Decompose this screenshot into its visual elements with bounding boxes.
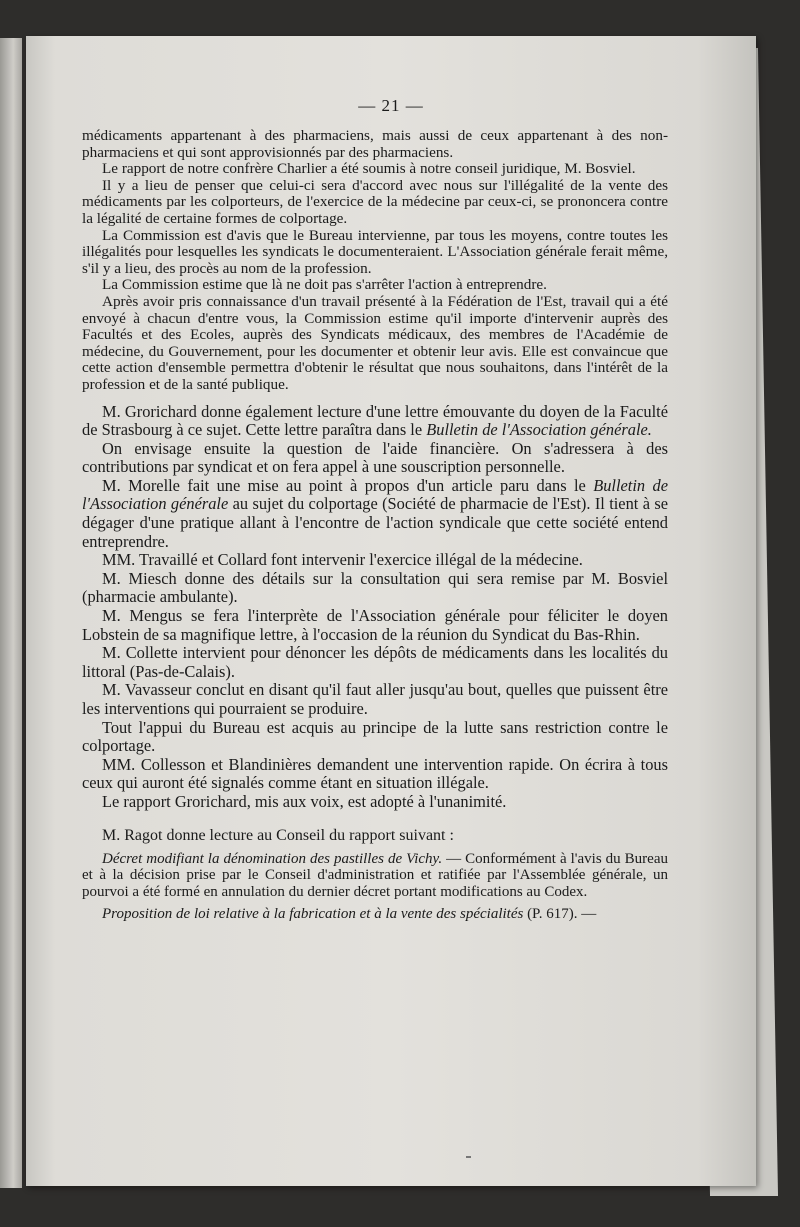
italic-heading: Proposition de loi relative à la fabrication et à la vente des spécialités <box>102 906 524 923</box>
paragraph: M. Collette intervient pour dénoncer les dépôts de médicaments dans les localités du littoral (Pas-de-Calais). <box>82 643 668 681</box>
page-body <box>82 128 668 923</box>
italic-heading: Décret modifiant la dénomination des pastilles de Vichy. <box>102 850 443 867</box>
paragraph: La Commission est d'avis que le Bureau intervienne, par tous les moyens, contre toutes les illégalités pour lesquelles les syndicats le documenteraient. L'Association générale ferait même, s'il y a lieu, des procès au nom de la profession. <box>82 226 668 277</box>
paragraph: M. Morelle fait une mise au point à propos d'un article paru dans le Bulletin de l'Association générale au sujet du colportage (Société de pharmacie de l'Est). Il tient à se dégager d'une pratique allant à l'encontre de l'action syndicale que cette société entend entreprendre. <box>82 475 668 551</box>
section-commission-report <box>82 128 668 394</box>
paragraph: MM. Collesson et Blandinières demandent une intervention rapide. On écrira à tous ceux qui auront été signalés comme étant en situation illégale. <box>82 754 668 793</box>
paragraph: MM. Travaillé et Collard font intervenir l'exercice illégal de la médecine. <box>102 550 583 570</box>
italic-title: Bulletin de l'Association générale <box>82 475 668 514</box>
paragraph: M. Grorichard donne également lecture d'une lettre émouvante du doyen de la Faculté de Strasbourg à ce sujet. Cette lettre paraîtra dans le Bulletin de l'Association générale. <box>82 401 668 440</box>
paragraph: M. Mengus se fera l'interprète de l'Association générale pour féliciter le doyen Lobstein de sa magnifique lettre, à l'occasion de la réunion du Syndicat du Bas-Rhin. <box>82 606 668 644</box>
paragraph: Le rapport Grorichard, mis aux voix, est adopté à l'unanimité. <box>102 791 507 811</box>
bottom-mark <box>466 1156 471 1158</box>
section-ragot-report <box>82 826 668 923</box>
paragraph: Après avoir pris connaissance d'un travail présenté à la Fédération de l'Est, travail qui a été envoyé à chacun d'entre vous, la Commission estime qu'il importe d'intervenir auprès des Facultés et des Ecoles, auprès des Syndicats médicaux, des membres de l'Académie de médecine, du Gouvernement, pour les documenter et obtenir leur avis. Elle est convaincue que cette action d'ensemble permettra d'obtenir le résultat que nous souhaitons, dans l'intérêt de la profession et de la santé publique. <box>82 292 668 393</box>
facing-page-edge <box>0 38 22 1188</box>
page-number: — 21 — <box>358 96 424 115</box>
paragraph: Le rapport de notre confrère Charlier a été soumis à notre conseil juridique, M. Bosviel. <box>102 160 636 178</box>
paragraph: M. Miesch donne des détails sur la consultation qui sera remise par M. Bosviel (pharmacie ambulante). <box>82 568 668 607</box>
paragraph: M. Vavasseur conclut en disant qu'il faut aller jusqu'au bout, quelles que puissent être les interventions qui pourraient se produire. <box>82 680 668 718</box>
paragraph: Proposition de loi relative à la fabrication et à la vente des spécialités (P. 617). — <box>102 906 597 923</box>
section-discussion <box>82 403 668 812</box>
paragraph: M. Ragot donne lecture au Conseil du rapport suivant : <box>102 826 454 844</box>
italic-title: Bulletin de l'Association générale. <box>426 420 652 440</box>
document-page <box>26 36 756 1186</box>
paragraph: On envisage ensuite la question de l'aide financière. On s'adressera à des contributions par syndicat et on fera appel à une souscription personnelle. <box>82 438 668 477</box>
paragraph: médicaments appartenant à des pharmaciens, mais aussi de ceux appartenant à des non-pharmaciens et qui sont approvisionnés par des pharmaciens. <box>82 127 668 161</box>
paragraph: Tout l'appui du Bureau est acquis au principe de la lutte sans restriction contre le colportage. <box>82 717 668 756</box>
paragraph: La Commission estime que là ne doit pas s'arrêter l'action à entreprendre. <box>102 276 547 294</box>
paragraph: Décret modifiant la dénomination des pastilles de Vichy. — Conformément à l'avis du Bureau et à la décision prise par le Conseil d'administration et ratifiée par l'Assemblée générale, un pourvoi a été formé en annulation du dernier décret portant modifications au Codex. <box>82 850 668 900</box>
paragraph: Il y a lieu de penser que celui-ci sera d'accord avec nous sur l'illégalité de la vente des médicaments par les colporteurs, de l'exercice de la médecine par ceux-ci, se prononcera contre la légalité de certaine formes de colportage. <box>82 176 668 227</box>
